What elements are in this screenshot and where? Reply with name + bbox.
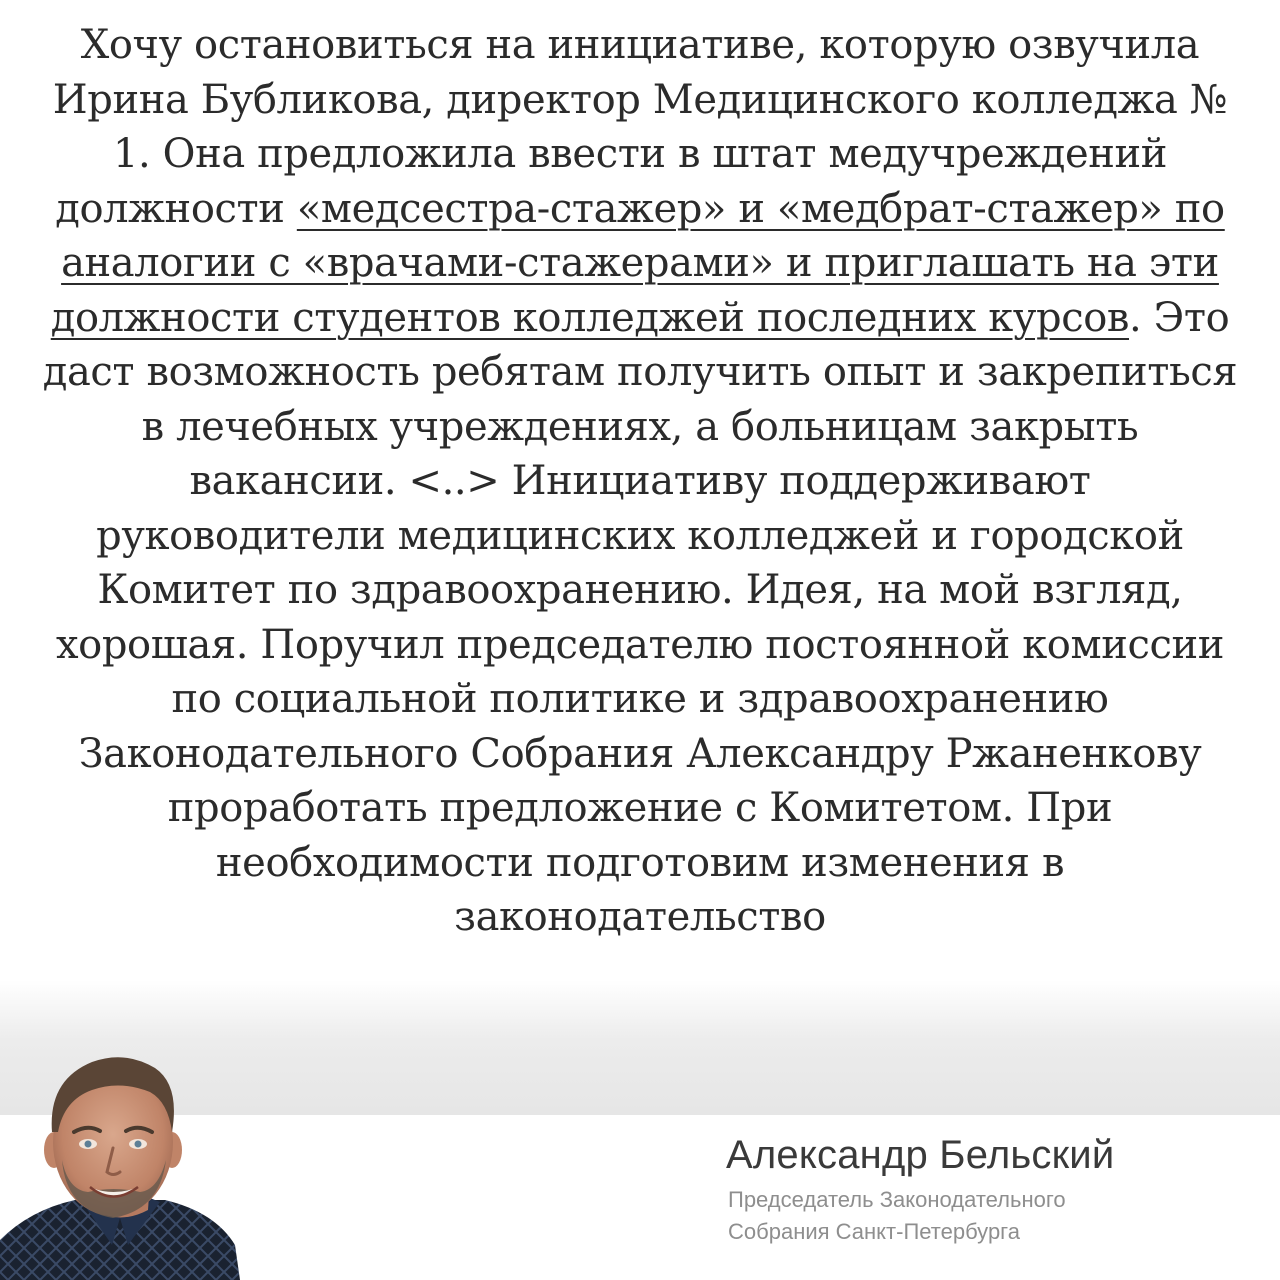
quote-text [40, 18, 1240, 945]
quote-part-rest: . Это даст возможность ребятам получить опыт и закрепиться в лечебных учреждениях, а больницам закрыть вакансии. <..> Инициативу поддерживают руководители медицинских колледжей и городской Комитет по здравоохранению. Идея, на мой взгляд, хорошая. Поручил председателю постоянной комиссии по социальной политике и здравоохранению Законодательного Собрания Александру Ржаненкову проработать предложение с Комитетом. При необходимости подготовим изменения в законодательство [42, 294, 1238, 940]
author-portrait [0, 1040, 240, 1280]
author-title-line-1: Председатель Законодательного [728, 1187, 1066, 1212]
quote-part-underlined: «медсестра-стажер» и «медбрат-стажер» по аналогии с «врачами-стажерами» и приглашать на эти должности студентов колледжей последних курсов [50, 185, 1225, 341]
author-title-line-2: Собрания Санкт-Петербурга [728, 1219, 1020, 1244]
author-name: Александр Бельский [726, 1133, 1115, 1177]
quote-part-intro: Хочу остановиться на инициативе, которую озвучила Ирина Бубликова, директор Медицинского колледжа № 1. Она предложила ввести в штат медучреждений должности [52, 22, 1228, 232]
